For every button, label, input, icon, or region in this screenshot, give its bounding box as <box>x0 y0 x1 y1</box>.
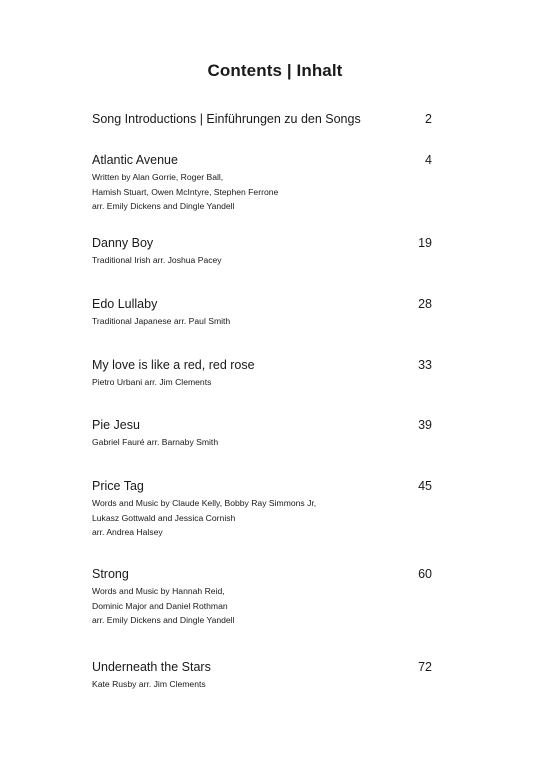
toc-entry-price-tag[interactable] <box>92 479 432 540</box>
toc-entry-song-introductions[interactable] <box>92 112 432 129</box>
entry-page-number: 4 <box>425 153 432 167</box>
entry-credits <box>92 314 432 329</box>
entry-title: My love is like a red, red rose <box>92 358 255 372</box>
entry-title: Song Introductions | Einführungen zu den Songs <box>92 112 361 126</box>
entry-page-number: 28 <box>418 297 432 311</box>
credit-line: Dominic Major and Daniel Rothman <box>92 600 228 611</box>
entry-credits <box>92 253 432 268</box>
entry-credits <box>92 584 432 628</box>
toc-entry-edo-lullaby[interactable] <box>92 297 432 329</box>
credit-line: Written by Alan Gorrie, Roger Ball, <box>92 172 224 182</box>
credit-line: Words and Music by Hannah Reid, <box>92 586 225 596</box>
entry-title: Strong <box>92 567 129 581</box>
credit-line: arr. Emily Dickens and Dingle Yandell <box>92 201 235 211</box>
entry-page-number: 45 <box>418 479 432 493</box>
credit-line: Traditional Irish arr. Joshua Pacey <box>92 255 222 265</box>
credit-line: Words and Music by Claude Kelly, Bobby Ray Simmons Jr, <box>92 498 317 508</box>
entry-title: Pie Jesu <box>92 418 140 432</box>
toc-entry-underneath-the-stars[interactable] <box>92 660 432 692</box>
toc-entry-strong[interactable] <box>92 567 432 628</box>
entry-page-number: 19 <box>418 236 432 250</box>
entry-credits <box>92 677 432 692</box>
credit-line: Kate Rusby arr. Jim Clements <box>92 679 206 689</box>
toc-entry-pie-jesu[interactable] <box>92 418 432 450</box>
credit-line: Lukasz Gottwald and Jessica Cornish <box>92 512 236 523</box>
credit-line: Traditional Japanese arr. Paul Smith <box>92 316 231 326</box>
entry-title: Price Tag <box>92 479 144 493</box>
entry-page-number: 2 <box>425 112 432 126</box>
entry-page-number: 72 <box>418 660 432 674</box>
credit-line: Gabriel Fauré arr. Barnaby Smith <box>92 437 219 447</box>
toc-entry-my-love-is-like-a-red-red-rose[interactable] <box>92 358 432 390</box>
entry-title: Edo Lullaby <box>92 297 158 311</box>
entry-title: Atlantic Avenue <box>92 153 178 167</box>
entry-credits <box>92 170 432 214</box>
entry-credits <box>92 375 432 390</box>
entry-page-number: 39 <box>418 418 432 432</box>
credit-line: Pietro Urbani arr. Jim Clements <box>92 377 212 387</box>
credit-line: arr. Andrea Halsey <box>92 527 163 537</box>
entry-title: Danny Boy <box>92 236 154 250</box>
entry-page-number: 60 <box>418 567 432 581</box>
entry-page-number: 33 <box>418 358 432 372</box>
credit-line: arr. Emily Dickens and Dingle Yandell <box>92 615 235 625</box>
toc-entry-danny-boy[interactable] <box>92 236 432 268</box>
entry-credits <box>92 496 432 540</box>
page-title: Contents | Inhalt <box>207 61 343 80</box>
credit-line: Hamish Stuart, Owen McIntyre, Stephen Ferrone <box>92 186 279 197</box>
entry-title: Underneath the Stars <box>92 660 211 674</box>
toc-entry-atlantic-avenue[interactable] <box>92 153 432 214</box>
entry-credits <box>92 435 432 450</box>
